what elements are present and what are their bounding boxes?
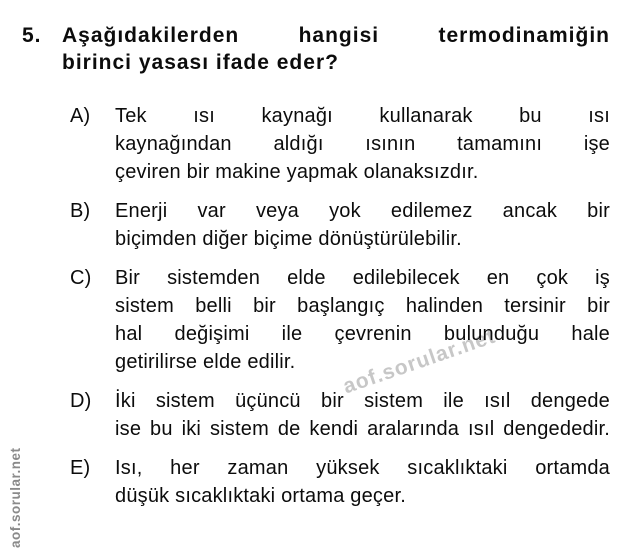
- option-row-a: [70, 102, 610, 186]
- option-text-d: İki sistem üçüncü bir sistem ile ısıl dengede ise bu iki sistem de kendi aralarında ısıl dengededir.: [115, 390, 610, 440]
- question: [0, 0, 635, 76]
- option-row-c: [70, 264, 610, 376]
- option-letter-a: A): [70, 105, 91, 127]
- watermark-side: aof.sorular.net: [8, 447, 23, 548]
- option-row-b: [70, 197, 610, 253]
- options-list: [0, 76, 635, 510]
- option-text-c: Bir sistemden elde edilebilecek en çok iş sistem belli bir başlangıç halinden tersinir bir hal değişimi ile çevrenin bulunduğu hale getirilirse elde edilir.: [115, 267, 610, 373]
- option-text-a: Tek ısı kaynağı kullanarak bu ısı kaynağından aldığı ısının tamamını işe çeviren bir makine yapmak olanaksızdır.: [115, 105, 610, 183]
- option-letter-d: D): [70, 390, 92, 412]
- question-number: 5.: [22, 24, 42, 47]
- option-row-e: [70, 454, 610, 510]
- question-text: Aşağıdakilerden hangisi termodinamiğin birinci yasası ifade eder?: [62, 24, 610, 74]
- option-row-d: [70, 387, 610, 443]
- option-text-b: Enerji var veya yok edilemez ancak bir biçimden diğer biçime dönüştürülebilir.: [115, 200, 610, 250]
- option-letter-b: B): [70, 200, 91, 222]
- option-letter-e: E): [70, 457, 91, 479]
- option-text-e: Isı, her zaman yüksek sıcaklıktaki ortamda düşük sıcaklıktaki ortama geçer.: [115, 457, 610, 507]
- watermark-diagonal: aof.sorular.net: [340, 324, 499, 399]
- option-letter-c: C): [70, 267, 92, 289]
